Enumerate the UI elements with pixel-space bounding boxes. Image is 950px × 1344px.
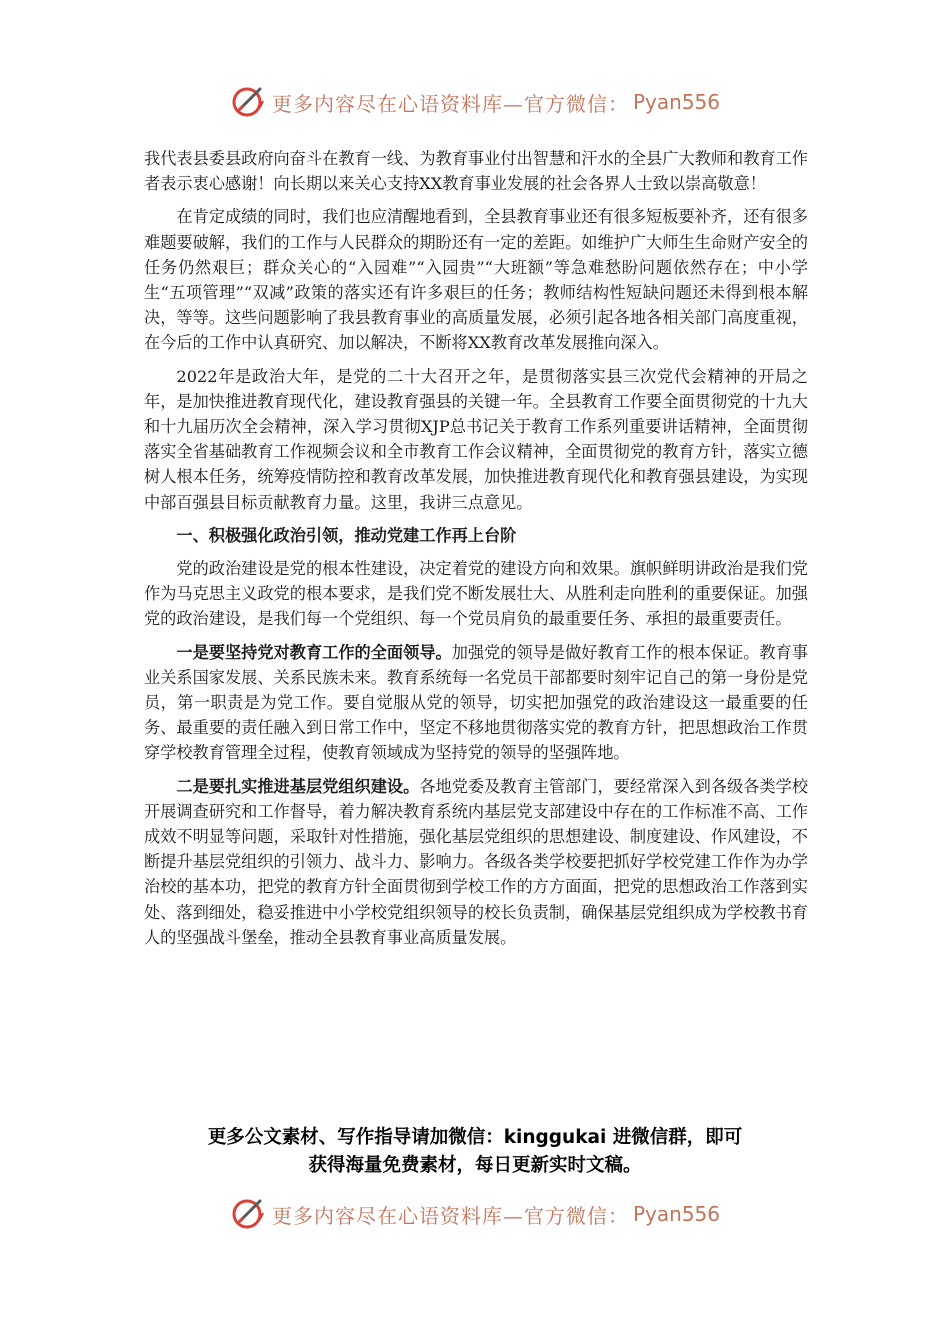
promo-line-1: 更多公文素材、写作指导请加微信：kinggukai 进微信群，即可 <box>207 1127 743 1148</box>
pen-logo-icon <box>230 1195 268 1233</box>
paragraph-6 <box>144 774 808 950</box>
paragraph-1: 我代表县委县政府向奋斗在教育一线、为教育事业付出智慧和汗水的全县广大教师和教育工作者表示衷心感谢！向长期以来关心支持XX教育事业发展的社会各界人士致以崇高敬意！ <box>144 149 808 194</box>
paragraph-4: 党的政治建设是党的根本性建设，决定着党的建设方向和效果。旗帜鲜明讲政治是我们党作为马克思主义政党的根本要求，是我们党不断发展壮大、从胜利走向胜利的重要保证。加强党的政治建设，是我们每一个党组织、每一个党员肩负的最重要任务、承担的最重要责任。 <box>144 559 808 629</box>
paragraph-2: 在肯定成绩的同时，我们也应清醒地看到，全县教育事业还有很多短板要补齐，还有很多难题要破解，我们的工作与人民群众的期盼还有一定的差距。如维护广大师生生命财产安全的任务仍然艰巨；群众关心的“入园难”“入园贵”“大班额”等急难愁盼问题依然存在；中小学生“五项管理”“双减”政策的落实还有许多艰巨的任务；教师结构性短缺问题还未得到根本解决，等等。这些问题影响了我县教育事业的高质量发展，必须引起各地各相关部门高度重视，在今后的工作中认真研究、加以解决，不断将XX教育改革发展推向深入。 <box>144 207 808 353</box>
promo-line-2: 获得海量免费素材，每日更新实时文稿。 <box>308 1155 642 1176</box>
banner-wechat-id: Pyan556 <box>632 90 720 114</box>
paragraph-6-body: 各地党委及教育主管部门，要经常深入到各级各类学校开展调查研究和工作督导，着力解决教育系统内基层党支部建设中存在的工作标准不高、工作成效不明显等问题，采取针对性措施，强化基层党组织的思想建设、制度建设、作风建设，不断提升基层党组织的引领力、战斗力、影响力。各级各类学校要把抓好学校党建工作作为办学治校的基本功，把党的教育方针全面贯彻到学校工作的方方面面，把党的思想政治工作落到实处、落到细处，稳妥推进中小学校党组织领导的校长负责制，确保基层党组织成为学校教书育人的坚强战斗堡垒，推动全县教育事业高质量发展。 <box>144 776 809 947</box>
paragraph-6-lead: 二是要扎实推进基层党组织建设。 <box>176 776 420 796</box>
banner-text: 更多内容尽在心语资料库—官方微信： <box>271 91 629 116</box>
paragraph-5-body: 加强党的领导是做好教育工作的根本保证。教育事业关系国家发展、关系民族未来。教育系统每一名党员干部都要时刻牢记自己的第一身份是党员，第一职责是为党工作。要自觉服从党的领导，切实把加强党的政治建设这一最重要的任务、最重要的责任融入到日常工作中，坚定不移地贯彻落实党的教育方针，把思想政治工作贯穿学校教育管理全过程，使教育领域成为坚持党的领导的坚强阵地。 <box>144 642 809 763</box>
banner-text: 更多内容尽在心语资料库—官方微信： <box>271 1203 629 1228</box>
header-banner <box>0 82 950 122</box>
promo-notice <box>140 1124 810 1180</box>
paragraph-3: 2022年是政治大年，是党的二十大召开之年，是贯彻落实县三次党代会精神的开局之年，是加快推进教育现代化，建设教育强县的关键一年。全县教育工作要全面贯彻党的十九大和十九届历次全会精神，深入学习贯彻XJP总书记关于教育工作系列重要讲话精神，全面贯彻落实全省基础教育工作视频会议和全市教育工作会议精神，全面贯彻党的教育方针，落实立德树人根本任务，统筹疫情防控和教育改革发展，加快推进教育现代化和教育强县建设，为实现中部百强县目标贡献教育力量。这里，我讲三点意见。 <box>144 366 808 512</box>
section-heading-1: 一、积极强化政治引领，推动党建工作再上台阶 <box>176 525 517 545</box>
banner-wechat-id: Pyan556 <box>632 1202 720 1226</box>
paragraph-5-lead: 一是要坚持党对教育工作的全面领导。 <box>176 642 452 662</box>
pen-logo-icon <box>230 83 268 121</box>
paragraph-5 <box>144 640 808 766</box>
document-body <box>144 146 808 958</box>
footer-banner <box>0 1194 950 1234</box>
